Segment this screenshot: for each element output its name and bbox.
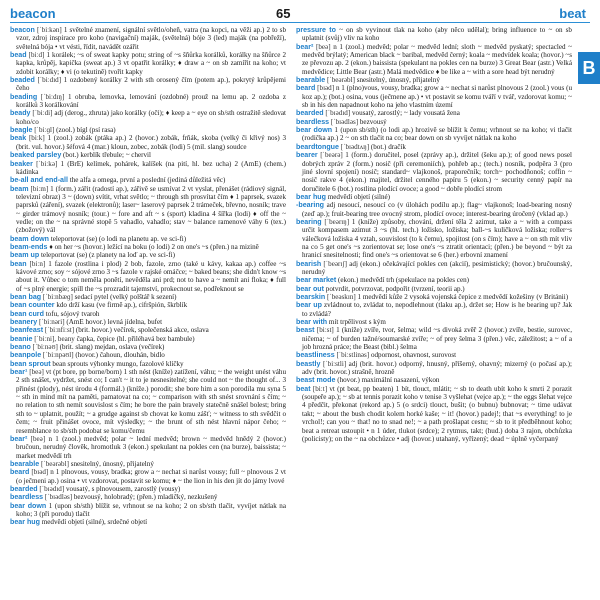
entry-headword: bean sprout	[10, 359, 51, 368]
entry-pronunciation: [bɪəd]	[31, 468, 49, 477]
dictionary-entry	[296, 318, 572, 326]
dictionary-entry	[10, 326, 286, 334]
entry-pronunciation: [ˈbɪədləs]	[44, 493, 73, 502]
entry-definition: snesitelný, únosný, přijatelný	[356, 76, 440, 85]
dictionary-entry	[10, 351, 286, 359]
entry-headword: bearish	[296, 259, 322, 268]
entry-definition: 1 obruba, lemovka, lemování (ozdobné) prouž na lemu ap. 2 ozdoba z korálků 3 korálkování	[16, 92, 286, 110]
dictionary-entry	[10, 368, 286, 435]
entry-pronunciation: [ˈbɪədɪd]	[39, 484, 65, 493]
entry-headword: beady	[10, 109, 31, 118]
dictionary-entry	[10, 160, 286, 177]
letter-index-tab[interactable]: B	[578, 52, 600, 84]
entry-pronunciation: [biːn]	[29, 259, 46, 268]
entry-headword: bear hug	[10, 518, 40, 527]
entry-pronunciation: [ˈbiːkə]	[36, 159, 58, 168]
entry-definition: adj (ekon.) očekávající pokles cen (akcií), pesimistický; (hovor.) bručounský, nerudný	[302, 259, 572, 276]
entry-pronunciation: [ˈbiːnbæɡ]	[42, 293, 73, 301]
dictionary-entry	[10, 310, 286, 318]
page-header	[10, 6, 590, 23]
entry-definition: vousatý, s plnovousem, zarostlý (vousy)	[66, 484, 181, 493]
entry-pronunciation: [ˈbeərɪʃ]	[323, 259, 348, 268]
entry-headword: bear market	[296, 276, 337, 285]
entry-headword: beardless	[10, 493, 44, 502]
entry-definition: vousatý, zarostlý; ~ lady vousatá žena	[352, 109, 460, 118]
entry-pronunciation: [ˈbiːnpəʊl]	[42, 351, 74, 360]
entry-definition: medvědí objetí (silné), srdečné objetí	[41, 518, 148, 527]
entry-headword: beard	[296, 84, 316, 93]
entry-headword: be-all and end-all	[10, 176, 68, 185]
dictionary-entry	[10, 493, 286, 501]
entry-headword: bearable	[10, 459, 40, 468]
dictionary-entry	[296, 218, 572, 260]
entry-headword: beastliness	[296, 351, 335, 360]
entry-definition: (brit. hovor.) večírek, společenská akce, oslava	[75, 326, 209, 335]
entry-pronunciation: [ˈbiːnəri]	[39, 318, 65, 327]
entry-headword: beacon	[10, 26, 35, 34]
entry-definition: 1 (upon sb/sth) blížit se, vrhnout se na koho; 2 on sb/sth tlačit, vyvíjet nátlak na koho; 3 (při porodu) tlačit	[16, 501, 286, 518]
entry-definition: (AmE hovor.) levná jídelna, bufet	[66, 318, 163, 327]
entry-definition: 1 (form.) doručitel, posel (zprávy ap.), držitel (šeku ap.); of good news posel dobrých zpráv 2 (form.) nosič (při ceremoniích), pohřeb ap.; (tech.) nosník, podpěra 3 (pro jiné slovní spojení) nosič; standard~ vlajkonoš, praporečník; torch~ pochodňonoš; coffin ~ nosič rakve 4 (ekon.) majitel, držitel cenného papíru 5 (ekon.) ~ security cenný papír na doručitele 6 (bot.) rostlina plodící ovoce; a good ~ dobře plodící strom	[302, 151, 572, 193]
entry-pronunciation: [biːd]	[28, 51, 45, 60]
entry-pronunciation: [bɪəd]	[317, 84, 335, 93]
dictionary-entry	[296, 43, 572, 76]
entry-headword: bear up	[296, 301, 322, 310]
entry-headword: bear²	[10, 434, 28, 443]
dictionary-entry	[10, 251, 286, 259]
entry-definition: vt (pt beat, pp beaten) 1 bít, tlouct, mlátit; ~ sb to death ubít koho k smrti 2 porazit (soupeře ap.); ~ sb at tennis porazit koho v tenise 3 vyšlehat (vejce ap.); ~ the eggs šlehat vejce 4 předčit, překonat (rekord ap.) 5 (o srdci) tlouct, bušit; (o bubnu) bubnovat; ~ time udávat takt; ~ about the bush chodit kolem horké kaše; ~ it! (hovor.) padej!; that ~s everything! to je vrchol!; can you ~ that! no to snad ne!; ~ a path prošlapat cestu; ~ sb to it předběhnout koho; beat a retreat ustoupit • n 1 úder, tlukot (srdce); 2 rytmus, takt; (hud.) doba 3 rajon, obchůzka (policisty); on the ~ na obchůzce • adj (hovor.) utahaný, vyřízený; dead ~ úplně vyčerpaný	[302, 384, 572, 443]
entry-headword: beam-ends	[10, 242, 48, 251]
entry-headword: bear²	[296, 42, 314, 51]
entry-headword: beam up	[10, 251, 40, 260]
entry-headword: beanie	[10, 334, 33, 343]
dictionary-entry	[10, 76, 286, 93]
entry-definition: (brit. slang) mejdan, oslava (večírek)	[59, 343, 165, 352]
entry-definition: bezvousý, holobradý; (přen.) mladičký, nezkušený	[73, 493, 218, 502]
entry-definition: medvědí objetí (silné)	[327, 192, 391, 201]
dictionary-entry	[296, 376, 572, 384]
entry-headword: bear¹	[10, 368, 28, 377]
entry-definition: čapka, čepice (hl. přiléhavá bez bambule)	[76, 334, 195, 343]
entry-headword: beard	[10, 468, 30, 477]
entry-definition: 1 (zool.) zobák (ptáka ap.) 2 (hovor.) zobák, frňák, skoba (velký či křivý nos) 3 (brit. vul. hovor.) šéfová 4 (mar.) kloun, zobec, zobák (lodi) 5 (mil. slang) soudce	[16, 134, 286, 151]
page-number: 65	[276, 6, 291, 21]
entry-headword: -bearing	[296, 201, 324, 210]
entry-pronunciation: [ˈbeərəbl]	[40, 459, 69, 468]
dictionary-entry	[296, 126, 572, 143]
dictionary-entry	[296, 285, 572, 293]
entry-headword: beardtongue	[296, 142, 339, 151]
entry-definition: n 1 (zool.) medvěd; polar ~ lední medvěd; brown ~ medvěd hnědý 2 (hovor.) bručoun, nerudný člověk, hromotluk 3 (ekon.) spekulant na pokles cen (na burze), baissista; ~ market medvědí trh	[16, 434, 286, 460]
guide-word-right: beat	[559, 6, 586, 21]
entry-headword: beagle	[10, 126, 33, 135]
dictionary-entry	[296, 76, 572, 84]
dictionary-entry	[10, 293, 286, 301]
entry-pronunciation: [biːt]	[312, 384, 328, 393]
entry-definition: adj nesoucí, nesoucí co (v úlohách podílu ap.); flag~ vlajkonoš; load-bearing nosný (zeď ap.); fruit-bearing tree ovocný strom, plodící ovoce; interest-bearing úročený (vklad ap.)	[302, 201, 572, 218]
entry-headword: bear down	[296, 126, 333, 135]
entry-pronunciation: [biːm]	[30, 184, 49, 193]
dictionary-entry	[296, 260, 572, 277]
dictionary-entry	[10, 485, 286, 493]
entry-pronunciation: [biːst]	[316, 326, 334, 335]
entry-pronunciation: [ˈbeərəbl]	[326, 76, 355, 85]
entry-pronunciation: [ˈbiːkən]	[36, 26, 62, 34]
entry-definition: n 1 plnovous, vousy, bradka; grow a ~ nechat si narůst vousy; full ~ plnovous 2 vt (o ječmeni ap.) osina • vt vzdorovat, postavit se komu; ♦ ~ the lion in his den jít do jámy lvové	[16, 468, 286, 485]
entry-pronunciation: [ˈbiːdɪŋ]	[40, 92, 65, 101]
dictionary-entry	[10, 343, 286, 351]
entry-definition: adj (derog., zhruta) jako korálky (oči); ♦ keep a ~ eye on sb/sth ostražitě sledovat koho/co	[16, 109, 286, 126]
dictionary-entry	[10, 318, 286, 326]
entry-pronunciation: [ˈbeəskɪn]	[326, 293, 356, 301]
entry-definition: 1 ozdobený korálky 2 with sth orosený čím (potem ap.), pokrytý krůpějemi čeho	[16, 76, 286, 93]
entry-headword: bear down	[10, 501, 47, 510]
entry-definition: zvládnout to, zvládat to, nepodlehnout (tlaku ap.), držet se; How is he bearing up? Jak to zvládá?	[302, 301, 572, 318]
dictionary-entry	[10, 26, 286, 51]
entry-definition: 1 korálek; ~s of sweat kapky potu; string of ~s šňůrka korálků, korálky na šňůrce 2 kapka, krůpěj, kapička (sweat ap.) 3 vt opatřit korálky; ♦ draw a ~ on sb zamířit na koho; vt zdobit korálky; ♦ vi (o tekutině) tvořit kapky	[16, 51, 286, 76]
entry-pronunciation: [beə]	[29, 368, 44, 377]
entry-headword: beam down	[10, 234, 50, 243]
entry-definition: vt (pt bore, pp borne/born) 1 sth nést (kníže) zatížení, váhu; ~ the weight unést váhu 2 sth snášet, vydržet, snést co; I can't ~ it to je nesnesitelné; she could not ~ the thought of... 3 přinést (plody), nést úrodu 4 (formál.) (kníže.) porodit; she bore him a son porodila mu syna 5 ~ sth in mind mít na paměti, pamatovat na co; ~ comparison with sth snést srovnání s čím; ~ no relation to sth nemít souvislost s čím; he bore the pain bravely statečně snášel bolest; bring sth to ~ uplatnit, použít; ~ a grudge against sb chovat ke komu zášť; ~ witness to sth svědčit o čem; ~ fruit přinášet ovoce, mít výsledky; ~ the brunt of sth nést hlavní nápor čeho; ~ resemblance to sb/sth podobat se komu/čemu	[16, 368, 286, 435]
entry-definition: 1 světelné znamení, signální světlo/oheň, vatra (na kopci, na věži ap.) 2 to sb vzor, zdroj inspirace pro koho (navigační) maják, (světelná) bóje 3 (led) maják (na pobřeží), světelná bója • vt vésti, řídit, navádět ozářit	[16, 26, 286, 51]
dictionary-entry	[296, 118, 572, 126]
entry-headword: beano	[10, 343, 31, 352]
entry-headword: beast	[296, 326, 315, 335]
entry-headword: bead	[10, 51, 27, 60]
entry-headword: beaked parsley	[10, 151, 62, 160]
entry-definition: adj (brit. hovor.) odporný, hnusný, příšerný, ohavný; mizerný (o počasí ap.); adv (brit. hovor.) strašně, hrozně	[302, 359, 572, 377]
entry-definition: 1 (kníže) zvíře, tvor, šelma; wild ~s divoká zvěř 2 (hovor.) zvíře, bestie, surovec, ničema; ~ of burden tažné/soumarské zvíře; ~ of prey šelma 3 (přen.) věc, záležitost; a ~ of a job hrozná práce; the Beast (bibl.) šelma	[302, 326, 572, 352]
dictionary-entry	[10, 468, 286, 485]
entry-definition: bean sprouts výhonky mungo, fazolové klíčky	[52, 359, 184, 368]
entry-definition: mít trpělivost s kým	[328, 318, 386, 327]
dictionary-entry	[10, 126, 286, 134]
entry-headword: beading	[10, 92, 38, 101]
entry-pronunciation: [ˈbeərɪŋ]	[324, 217, 350, 226]
dictionary-entry	[296, 26, 572, 43]
dictionary-entry	[296, 109, 572, 117]
entry-headword: bearskin	[296, 293, 326, 301]
dictionary-entry	[296, 326, 572, 351]
entry-pronunciation: [ˈbiːstli]	[322, 359, 347, 368]
entry-pronunciation: [biːk]	[28, 134, 45, 143]
dictionary-entry	[10, 185, 286, 235]
dictionary-entry	[296, 385, 572, 443]
entry-pronunciation: [beə]	[315, 42, 331, 51]
entry-headword: beam	[10, 184, 29, 193]
left-column	[10, 26, 286, 596]
dictionary-entry	[10, 93, 286, 110]
entry-headword: bear with	[296, 318, 328, 327]
dictionary-entry	[10, 176, 286, 184]
entry-definition: n 1 (zool.) medvěd; polar ~ medvěd lední; sloth ~ medvěd pyskatý; spectacled ~ medvěd brýlatý; American black ~ baribal, medvěd černý; koala ~ medvídek koala; (hovor.) ~s ze převozu ap. 2 (ekon.) baissista (spekulant na pokles cen na burze) 3 Great Bear (astr.) Velká medvědice; Little Bear (astr.) Malá medvědice ♦ be like a ~ with a sore head být nerudný	[302, 42, 572, 76]
dictionary-entry	[10, 235, 286, 243]
entry-pronunciation: [ˈbiːdɪd]	[37, 76, 62, 85]
entry-headword: bean	[10, 259, 27, 268]
entry-headword: beaded	[10, 76, 35, 85]
entry-pronunciation: [ˈbiːnfiːst]	[44, 326, 75, 335]
dictionary-entry	[10, 435, 286, 460]
entry-headword: bearded	[296, 109, 324, 118]
entry-headword: bearded	[10, 484, 38, 493]
entry-headword: beastly	[296, 359, 321, 368]
guide-word-left: beacon	[10, 6, 56, 21]
dictionary-entry	[10, 335, 286, 343]
entry-headword: bearer	[296, 151, 318, 160]
dictionary-entry	[10, 360, 286, 368]
entry-definition: (bot.) kerblík třebule; ~ chervil	[63, 151, 151, 160]
entry-definition: 1 (form.) zářit (radostí ap.), zářivě se usmívat 2 vt vyslat, přenášet (rádiový signál, televizní obraz) 3 ~ (down) svítit, vrhat světlo; ~ through sth prosvítat čím ♦ 1 paprsek, svazek paprsků (záření), svazek (elektronů); laser~ laserový paprsek 2 trámeček, břevno, nosník; trave ~ girder trámový nosník; (tour.) ~ fore and aft ~ s (sport) kladina 4 šířka (lodi) ♦ off the ~ vedle; on the ~ na správné stopě 5 vahadlo, vahadlo; stav ~ balance ramenové váhy 6 (tex.) (zbožový) vál	[16, 184, 286, 235]
entry-definition: 1 medvědí kůže 2 vysoká vojenská čepice z medvědí kožešiny (v Británii)	[357, 293, 569, 301]
entry-definition: 1 (upon sb/sth) (o lodi ap.) hrozivě se blížit k čemu; vrhnout se na koho; vi tlačit (rodička ap.) 2 ~ on sth tlačit na co; bear down on sb vyvíjet nátlak na koho	[302, 126, 572, 143]
entry-definition: (hovor.) maximální nasazení, výkon	[337, 376, 440, 385]
entry-headword: beast mode	[296, 376, 336, 385]
dictionary-entry	[10, 109, 286, 126]
dictionary-entry	[296, 276, 572, 284]
entry-definition: kdo drží kasu (ve firmě ap.), cifršpión, škrblík	[56, 301, 188, 310]
entry-definition: ~ on sb vyvinout tlak na koho (aby něco udělal); bring influence to ~ on sb uplatnit (svůj) vliv na koho	[302, 26, 572, 43]
entry-definition: potvrdit, potvrzovat, podpořit (tvrzení, teorii ap.)	[325, 284, 465, 293]
dictionary-entry	[296, 201, 572, 218]
right-column	[296, 26, 572, 596]
dictionary-entry	[10, 460, 286, 468]
entry-pronunciation: [ˈbɪədləs]	[330, 117, 359, 126]
entry-definition: (hovor.) čahoun, dlouhán, bidlo	[75, 351, 165, 360]
entry-definition: teleportovat (se) (o lodi na planetu ap. ve sci-fi)	[50, 234, 187, 243]
entry-definition: sedací pytel (velký polštář k sezení)	[74, 293, 177, 301]
entry-headword: bean curd	[10, 309, 44, 318]
entry-headword: pressure to	[296, 26, 336, 34]
entry-pronunciation: [ˈbiːni], beany	[34, 334, 75, 343]
entry-definition: the alfa a omega, první a poslední (jediná důležitá věc)	[69, 176, 226, 185]
dictionary-entry	[10, 301, 286, 309]
entry-definition: (zool.) bígl (psí rasa)	[56, 126, 116, 135]
entry-headword: bearable	[296, 76, 326, 85]
entry-definition: (bot.) dračík	[370, 142, 406, 151]
entry-headword: beanfeast	[10, 326, 44, 335]
entry-headword: beanery	[10, 318, 38, 327]
entry-headword: bear hug	[296, 192, 326, 201]
entry-headword: beanpole	[10, 351, 42, 360]
entry-definition: teleportovat (se) (z planety na loď ap. ve sci-fi)	[40, 251, 175, 260]
dictionary-entry	[296, 293, 572, 301]
entry-pronunciation: [ˈbɪədtʌŋ]	[340, 142, 370, 151]
entry-headword: bean counter	[10, 301, 55, 310]
entry-headword: bean bag	[10, 293, 42, 301]
entry-pronunciation: [ˈbɪədɪd]	[325, 109, 351, 118]
entry-headword: beaker	[10, 159, 33, 168]
entry-definition: snesitelný, únosný, přijatelný	[70, 459, 154, 468]
entry-headword: beak	[10, 134, 27, 143]
entry-definition: bezvousý	[359, 117, 387, 126]
dictionary-entry	[10, 151, 286, 159]
dictionary-entry	[10, 243, 286, 251]
dictionary-entry	[10, 260, 286, 293]
entry-definition: tofu, sójový tvaroh	[45, 309, 100, 318]
entry-headword: bear out	[296, 284, 324, 293]
entry-headword: bearing	[296, 217, 322, 226]
dictionary-entry	[10, 51, 286, 76]
entry-definition: ♦ on her ~s (hovor.) ležící na boku (o lodi) 2 on one's ~s (přen.) na mizině	[49, 242, 259, 251]
dictionary-entry	[296, 301, 572, 318]
entry-definition: (ekon.) medvědí trh (spekulace na pokles cen)	[338, 276, 470, 285]
dictionary-entry	[296, 360, 572, 377]
dictionary-entry	[10, 502, 286, 519]
entry-definition: n 1 (plno)vous, vousy, bradka; grow a ~ nechat si narůst plnovous 2 (zool.) vous (u koz ap.); (bot.) osina, vous (ječmene ap.) • vt postavit se komu tváří v tvář, vzdorovat komu; ~ sb in his den napadnout koho na jeho vlastním území	[302, 84, 572, 110]
entry-pronunciation: [ˈbiːnəʊ]	[32, 343, 58, 352]
entry-pronunciation: [ˈbiːɡl]	[34, 126, 55, 135]
dictionary-entry	[296, 84, 572, 109]
entry-definition: 1 (BrE) kelímek, pohárek, kalíšek (na pití, hl. bez ucha) 2 (AmE) (chem.) kádinka	[16, 159, 286, 176]
dictionary-entry	[10, 518, 286, 526]
dictionary-entry	[296, 351, 572, 359]
entry-definition: 1 fazole (rostlina i plod) 2 bob, fazole, zrno (také u kávy, kakaa ap.) coffee ~s kávové zrno; soy ~ sójové zrno 3 ~s fazole v rajské omáčce; ~ baked beans; she didn't know ~s about it. Vůbec o tom neměla ponětí, nevěděla ani prd; not to have a ~ nemít ani floka; ♦ full of ~s plný energie; spill the ~s prozradit tajemství, prokecnout se, podřeknout se	[16, 259, 286, 293]
entry-pronunciation: [beə]	[30, 434, 46, 443]
entry-headword: beat	[296, 384, 311, 393]
entry-headword: beardless	[296, 117, 330, 126]
dictionary-entry	[296, 143, 572, 151]
dictionary-entry	[296, 151, 572, 193]
entry-pronunciation: [ˈbiːstlinəs]	[336, 351, 370, 360]
dictionary-entry	[10, 134, 286, 151]
entry-pronunciation: [ˈbiːdi]	[32, 109, 53, 118]
dictionary-entry	[296, 193, 572, 201]
entry-pronunciation: [ˈbeərə]	[320, 151, 343, 160]
entry-definition: odpornost, ohavnost, surovost	[370, 351, 457, 360]
entry-definition: 1 (kníže) způsoby, chování, držení těla 2 azimut, take a ~ with a compass určit kompasem azimut 3 ~s (hl. tech.) ložisko, ložiska; ball-~s kuličková ložiska; roller~s válečková ložiska 4 vztah, souvislost (to k čemu), spojitost (on s čím); have a ~ on sth mít vliv na co 5 get one's ~s zorientovat se; lose one's ~s ztratit orientaci; (přen.) be beyond ~ být za hranicí snesitelnosti; find one's ~s orientovat se 6 (her.) erbovní znamení	[302, 217, 572, 260]
